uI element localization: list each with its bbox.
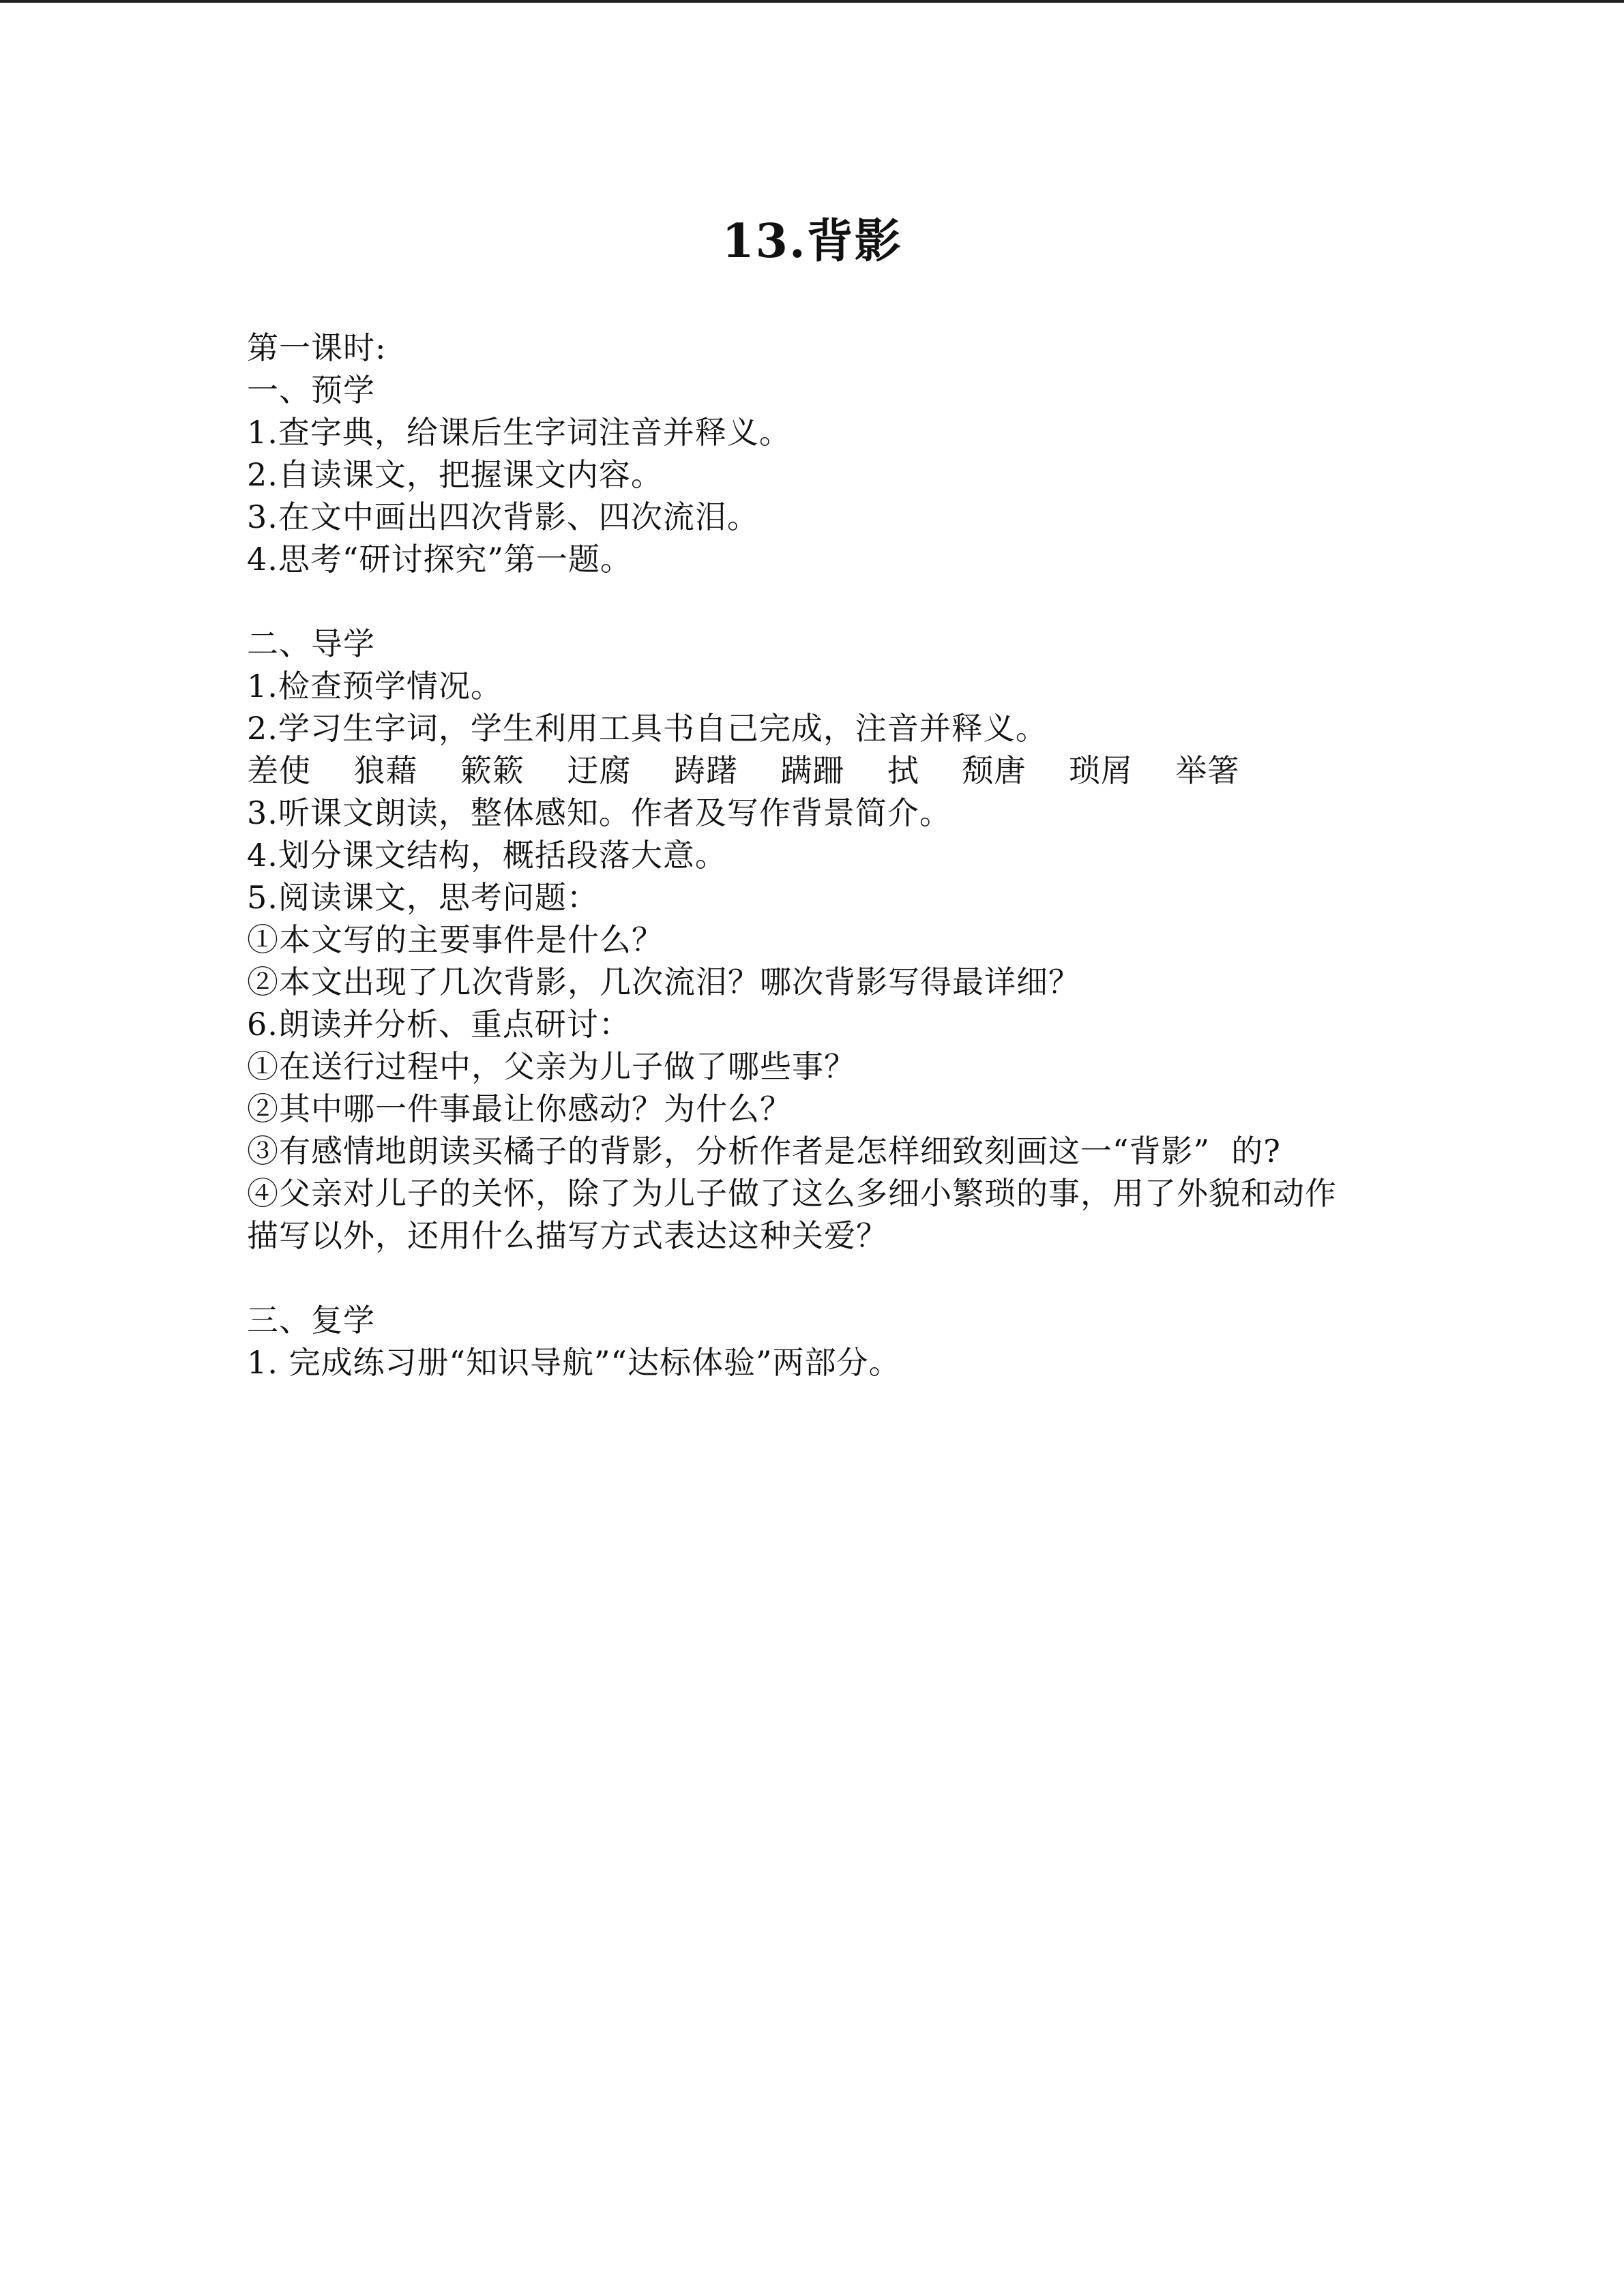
- list-item: 3.听课文朗读，整体感知。作者及写作背景简介。: [247, 794, 951, 831]
- section-heading-guided-study: 二、导学: [247, 625, 375, 662]
- list-item: 5.阅读课文，思考问题：: [247, 879, 599, 916]
- lesson-label: 第一课时:: [247, 329, 387, 366]
- vocabulary-words: 差使 狼藉 簌簌 迂腐 踌躇 蹒跚 拭 颓唐 琐屑 举箸: [247, 752, 1240, 789]
- document-body: [247, 327, 1420, 1384]
- list-item: 1.检查预学情况。: [247, 668, 503, 704]
- question-item: ③有感情地朗读买橘子的背影，分析作者是怎样细致刻画这一“背影” 的?: [247, 1133, 1281, 1169]
- question-item: ④父亲对儿子的关怀，除了为儿子做了这么多细小繁琐的事，用了外貌和动作: [247, 1175, 1337, 1212]
- question-item: ②其中哪一件事最让你感动？为什么？: [247, 1090, 792, 1127]
- section-heading-prestudy: 一、预学: [247, 372, 375, 408]
- list-item: 4.划分课文结构，概括段落大意。: [247, 837, 727, 874]
- page-title: 13.背影: [722, 214, 902, 269]
- question-item: ①本文写的主要事件是什么？: [247, 921, 664, 958]
- list-item: 4.思考“研讨探究”第一题。: [247, 541, 632, 578]
- section-heading-review: 三、复学: [247, 1302, 375, 1339]
- section-spacer: [247, 1257, 1420, 1299]
- question-item-continuation: 描写以外，还用什么描写方式表达这种关爱？: [247, 1217, 888, 1254]
- list-item: 3.在文中画出四次背影、四次流泪。: [247, 498, 759, 535]
- question-item: ②本文出现了几次背影，几次流泪？哪次背影写得最详细？: [247, 964, 1080, 1000]
- list-item: 2.学习生字词，学生利用工具书自己完成，注音并释义。: [247, 710, 1048, 747]
- list-item: 2.自读课文，把握课文内容。: [247, 456, 663, 493]
- question-item: ①在送行过程中，父亲为儿子做了哪些事？: [247, 1048, 856, 1085]
- list-item: 1.查字典，给课后生字词注音并释义。: [247, 414, 791, 451]
- list-item: 6.朗读并分析、重点研讨：: [247, 1006, 631, 1043]
- section-spacer: [247, 580, 1420, 623]
- list-item: 1. 完成练习册“知识导航”“达标体验”两部分。: [247, 1344, 901, 1381]
